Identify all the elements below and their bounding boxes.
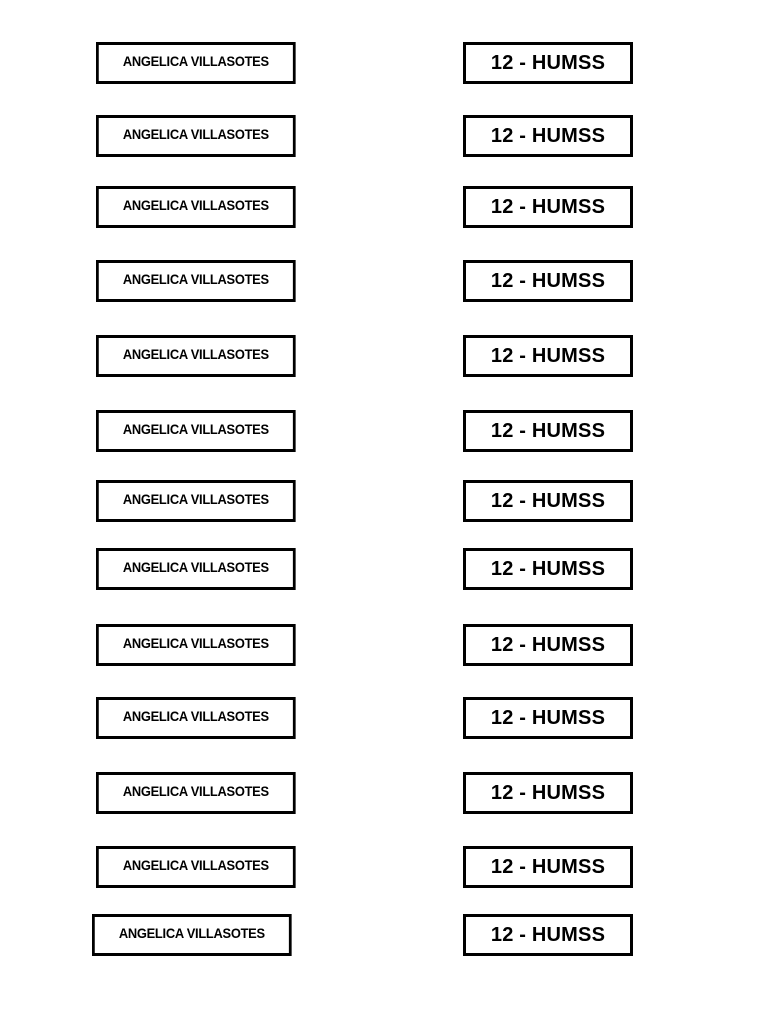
name-label bbox=[96, 697, 296, 739]
grade-section-text: 12 - HUMSS bbox=[490, 269, 606, 292]
section-label bbox=[463, 115, 633, 157]
section-label bbox=[463, 697, 633, 739]
name-label bbox=[96, 42, 296, 84]
grade-section-text: 12 - HUMSS bbox=[490, 124, 606, 147]
name-label bbox=[96, 548, 296, 590]
section-label bbox=[463, 914, 633, 956]
name-label bbox=[96, 335, 296, 377]
student-name-text: ANGELICA VILLASOTES bbox=[122, 271, 269, 287]
grade-section-text: 12 - HUMSS bbox=[490, 419, 606, 442]
student-name-text: ANGELICA VILLASOTES bbox=[122, 635, 269, 651]
student-name-text: ANGELICA VILLASOTES bbox=[122, 559, 269, 575]
student-name-text: ANGELICA VILLASOTES bbox=[122, 346, 269, 362]
student-name-text: ANGELICA VILLASOTES bbox=[122, 491, 269, 507]
student-name-text: ANGELICA VILLASOTES bbox=[122, 857, 269, 873]
section-label bbox=[463, 480, 633, 522]
grade-section-text: 12 - HUMSS bbox=[490, 706, 606, 729]
student-name-text: ANGELICA VILLASOTES bbox=[122, 708, 269, 724]
name-label bbox=[96, 772, 296, 814]
grade-section-text: 12 - HUMSS bbox=[490, 557, 606, 580]
student-name-text: ANGELICA VILLASOTES bbox=[122, 197, 269, 213]
name-label bbox=[92, 914, 292, 956]
grade-section-text: 12 - HUMSS bbox=[490, 781, 606, 804]
student-name-text: ANGELICA VILLASOTES bbox=[122, 421, 269, 437]
name-label bbox=[96, 410, 296, 452]
name-label bbox=[96, 115, 296, 157]
section-label bbox=[463, 772, 633, 814]
student-name-text: ANGELICA VILLASOTES bbox=[122, 783, 269, 799]
grade-section-text: 12 - HUMSS bbox=[490, 633, 606, 656]
name-label bbox=[96, 480, 296, 522]
name-label bbox=[96, 186, 296, 228]
grade-section-text: 12 - HUMSS bbox=[490, 51, 606, 74]
section-label bbox=[463, 335, 633, 377]
section-label bbox=[463, 548, 633, 590]
section-label bbox=[463, 260, 633, 302]
student-name-text: ANGELICA VILLASOTES bbox=[122, 53, 269, 69]
section-label bbox=[463, 186, 633, 228]
section-label bbox=[463, 42, 633, 84]
grade-section-text: 12 - HUMSS bbox=[490, 855, 606, 878]
grade-section-text: 12 - HUMSS bbox=[490, 489, 606, 512]
section-label bbox=[463, 410, 633, 452]
grade-section-text: 12 - HUMSS bbox=[490, 923, 606, 946]
student-name-text: ANGELICA VILLASOTES bbox=[122, 126, 269, 142]
section-label bbox=[463, 846, 633, 888]
name-label bbox=[96, 624, 296, 666]
grade-section-text: 12 - HUMSS bbox=[490, 195, 606, 218]
grade-section-text: 12 - HUMSS bbox=[490, 344, 606, 367]
name-label bbox=[96, 846, 296, 888]
section-label bbox=[463, 624, 633, 666]
student-name-text: ANGELICA VILLASOTES bbox=[118, 925, 265, 941]
name-label bbox=[96, 260, 296, 302]
